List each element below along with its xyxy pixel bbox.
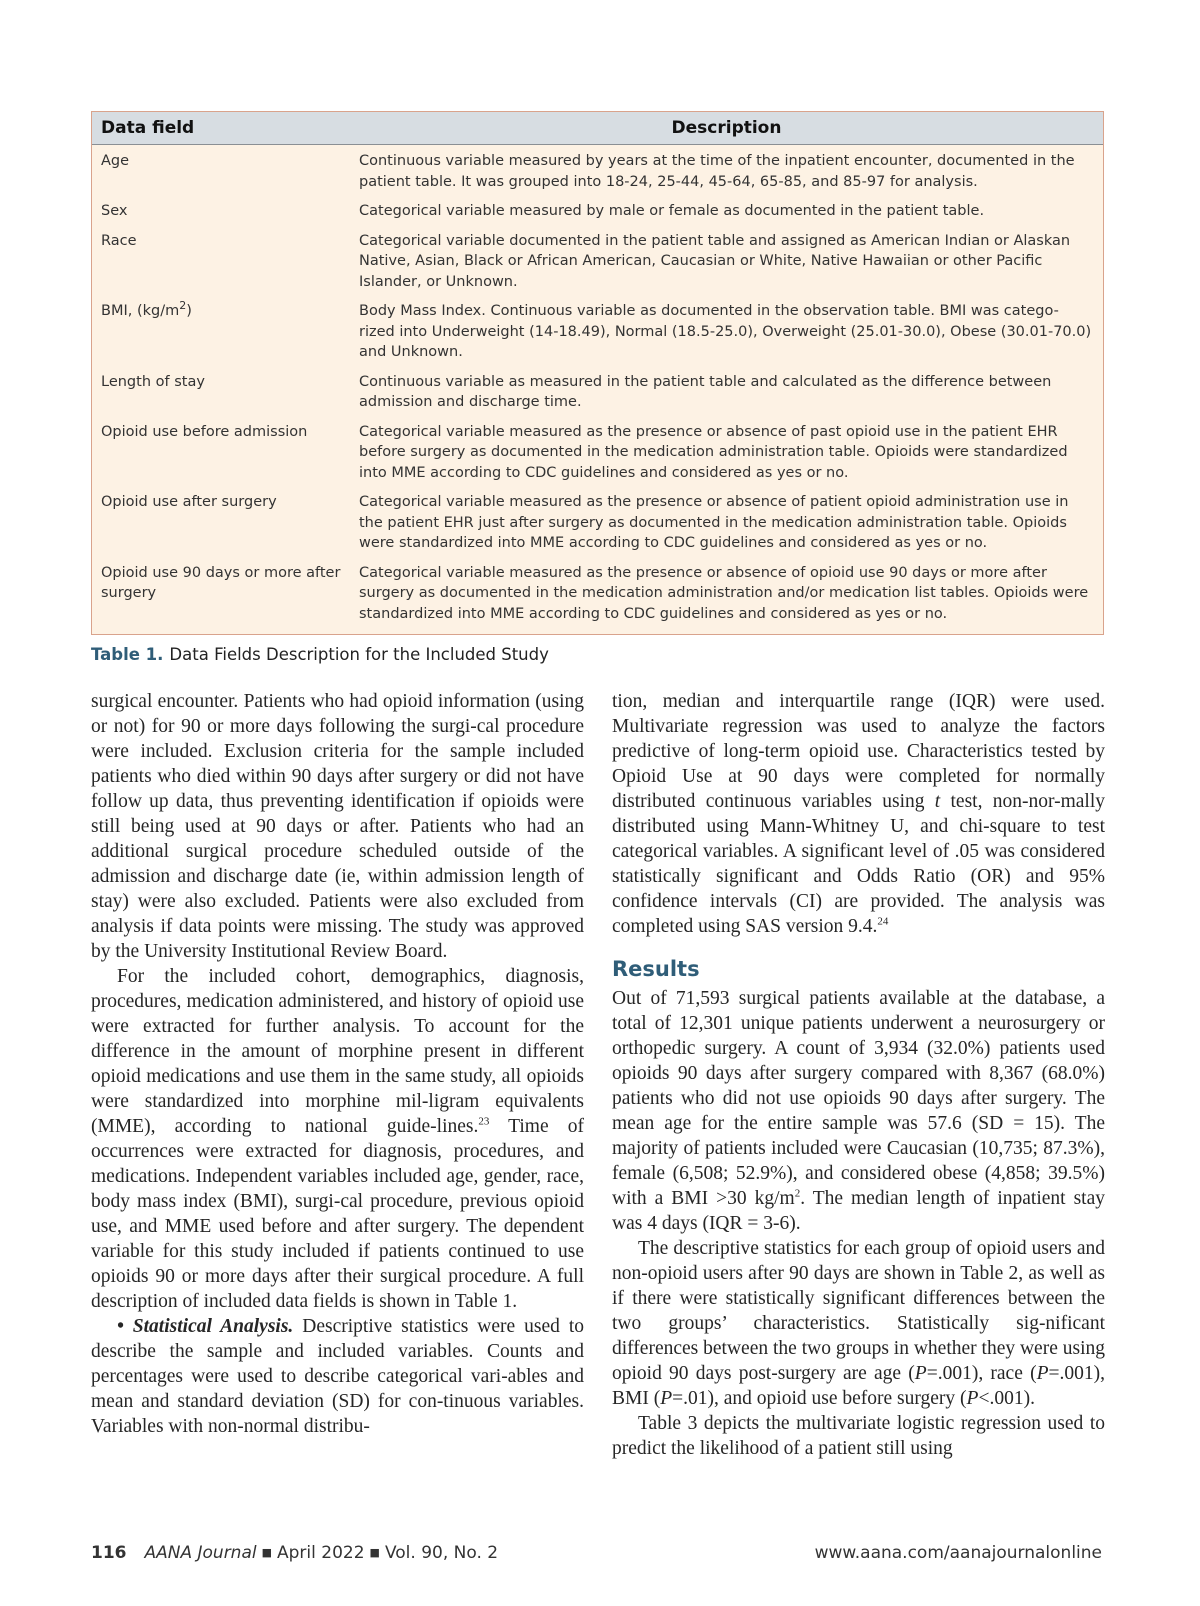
table-row bbox=[92, 559, 1103, 635]
table-row bbox=[92, 145, 1103, 198]
row-field: Opioid use 90 days or more after surgery bbox=[101, 564, 341, 601]
header-data-field: Data field bbox=[92, 112, 350, 145]
table-header-row bbox=[92, 112, 1103, 145]
italic-p: P bbox=[914, 1363, 927, 1384]
results-heading: Results bbox=[612, 957, 700, 981]
text-run: <.001). bbox=[978, 1388, 1035, 1409]
text-run: . The median length of inpatient stay was 4 days (IQR = 3-6). bbox=[612, 1188, 1105, 1234]
row-field bbox=[92, 297, 350, 368]
text-run: test, non-nor-mally distributed using Mann-Whitney U, and chi-square to test categorical variables. A significant level of .05 was considered statistically significant and Odds Ratio (OR) and 95% confidence intervals (CI) are provided. The analysis was completed using SAS version 9.4. bbox=[612, 791, 1105, 937]
text-run: Time of occurrences were extracted for diagnosis, procedures, and medications. Independent variables included age, gender, race, body mass index (BMI), surgi-cal procedure, previous opioid use, and MME used before and after surgery. The dependent variable for this study included if patients continued to use opioids 90 or more days after their surgical procedure. A full description of included data fields is shown in Table 1. bbox=[91, 1116, 584, 1312]
text-run: Out of 71,593 surgical patients available at the database, a total of 12,301 unique patients underwent a neurosurgery or orthopedic surgery. A count of 3,934 (32.0%) patients used opioids 90 days after surgery compared with 8,367 (68.0%) patients who did not use opioids 90 days after surgery. The mean age for the entire sample was 57.6 (SD = 15). The majority of patients included were Caucasian (10,735; 87.3%), female (6,508; 52.9%), and considered obese (4,858; 39.5%) with a BMI >30 kg/m bbox=[612, 988, 1105, 1209]
table-caption bbox=[91, 645, 549, 664]
table-row bbox=[92, 418, 1103, 489]
left-column bbox=[91, 689, 584, 1439]
italic-p: P bbox=[660, 1388, 673, 1409]
row-description: Categorical variable measured as the presence or absence of patient opioid administration use in the patient EHR just after surgery as documented in the medication administration table. Opioids were standardized into MME according to CDC guidelines and considered as yes or no. bbox=[359, 494, 1069, 551]
paragraph bbox=[91, 1314, 584, 1439]
paragraph bbox=[612, 986, 1105, 1236]
table-row bbox=[92, 197, 1103, 227]
text-run: =.001), BMI ( bbox=[612, 1363, 1105, 1409]
issue-date: April 2022 bbox=[277, 1543, 365, 1563]
row-description: Continuous variable as measured in the patient table and calculated as the difference between admission and discharge time. bbox=[359, 373, 1052, 410]
paragraph: Table 3 depicts the multivariate logistic regression used to predict the likelihood of a patient still using bbox=[612, 1413, 1105, 1459]
row-description: Categorical variable documented in the patient table and assigned as American Indian or Alaskan Native, Asian, Black or African American, Caucasian or White, Native Hawaiian or other Pacific Islander, or Unknown. bbox=[359, 232, 1071, 290]
row-field: Race bbox=[101, 232, 137, 249]
row-description: Categorical variable measured as the presence or absence of past opioid use in the patient EHR before surgery as documented in the medication administration table. Opioids were standardized into MME according to CDC guidelines and considered as yes or no. bbox=[359, 423, 1068, 481]
text-run: =.001), race ( bbox=[926, 1363, 1037, 1384]
header-description: Description bbox=[350, 112, 1103, 145]
paragraph bbox=[612, 689, 1105, 939]
paragraph: surgical encounter. Patients who had opioid information (using or not) for 90 or more days following the surgi-cal procedure were included. Exclusion criteria for the sample included patients who died within 90 days after surgery or did not have follow up data, thus preventing identification if opioids were still being used at 90 days or after. Patients who had an additional surgical procedure scheduled outside of the admission and discharge date (ie, within admission length of stay) were also excluded. Patients were also excluded from analysis if data points were missing. The study was approved by the University Institutional Review Board. bbox=[91, 691, 584, 962]
text-run: =.01), and opioid use before surgery ( bbox=[672, 1388, 967, 1409]
row-field: Length of stay bbox=[101, 373, 205, 390]
bmi-suffix: ) bbox=[186, 303, 192, 319]
table-row bbox=[92, 227, 1103, 298]
separator-square-icon: ■ bbox=[369, 1546, 380, 1559]
paragraph bbox=[91, 964, 584, 1314]
italic-p: P bbox=[1036, 1363, 1049, 1384]
row-field: Opioid use after surgery bbox=[101, 494, 277, 510]
journal-name: AANA Journal bbox=[144, 1543, 257, 1563]
row-description: Continuous variable measured by years at the time of the inpatient encounter, documented in the patient table. It was grouped into 18-24, 25-44, 45-64, 65-85, and 85-97 for analysis. bbox=[359, 153, 1075, 190]
text-run: The descriptive statistics for each group of opioid users and non-opioid users after 90 days are shown in Table 2, as well as if there were statistically significant differences between the two groups’ characteristics. Statistically sig-nificant differences between the two groups in whether they were using opioid 90 days post-surgery are age ( bbox=[612, 1238, 1105, 1384]
subsection-heading: • Statistical Analysis. bbox=[117, 1316, 294, 1337]
table-row bbox=[92, 488, 1103, 559]
text-run: Descriptive statistics were used to describe the sample and included variables. Counts and percentages were used to describe categorical vari-ables and mean and standard deviation (SD) for con-tinuous variables. Variables with non-normal distribu- bbox=[91, 1316, 584, 1437]
bmi-sup: 2 bbox=[179, 299, 187, 313]
table-row bbox=[92, 368, 1103, 418]
data-fields-table bbox=[92, 112, 1103, 634]
right-column bbox=[612, 689, 1105, 1461]
page-footer bbox=[91, 1543, 1102, 1563]
journal-website: www.aana.com/aanajournalonline bbox=[814, 1543, 1102, 1563]
italic-p: P bbox=[966, 1388, 979, 1409]
row-description: Categorical variable measured by male or female as documented in the patient table. bbox=[359, 203, 985, 219]
row-field: Opioid use before admission bbox=[101, 423, 308, 440]
bmi-prefix: BMI, (kg/m bbox=[101, 303, 180, 319]
table-row bbox=[92, 297, 1103, 368]
citation-sup: 23 bbox=[478, 1115, 490, 1128]
row-description: Categorical variable measured as the presence or absence of opioid use 90 days or more after surgery as documented in the medication administration and/or medication list tables. Opioids were standardized into MME according to CDC guidelines and considered as yes or no. bbox=[359, 564, 1089, 622]
page-number: 116 bbox=[91, 1543, 127, 1563]
paragraph bbox=[612, 1236, 1105, 1411]
row-description: Body Mass Index. Continuous variable as documented in the observation table. BMI was catego-rized into Underweight (14-18.49), Normal (18.5-25.0), Overweight (25.01-30.0), Obese (30.01-70.0) and Unknown. bbox=[359, 303, 1092, 360]
table-1 bbox=[91, 111, 1104, 635]
superscript: 2 bbox=[794, 1187, 801, 1200]
citation-sup: 24 bbox=[877, 915, 889, 928]
italic-t: t bbox=[934, 791, 941, 812]
caption-text: Data Fields Description for the Included Study bbox=[169, 645, 549, 664]
row-field: Age bbox=[101, 153, 130, 169]
volume-info: Vol. 90, No. 2 bbox=[384, 1543, 499, 1563]
row-field: Sex bbox=[101, 203, 128, 219]
separator-square-icon: ■ bbox=[261, 1546, 273, 1559]
caption-label: Table 1. bbox=[91, 645, 164, 664]
text-run: tion, median and interquartile range (IQR) were used. Multivariate regression was used to analyze the factors predictive of long-term opioid use. Characteristics tested by Opioid Use at 90 days were completed for normally distributed continuous variables using bbox=[612, 691, 1105, 812]
text-run: For the included cohort, demographics, diagnosis, procedures, medication administered, and history of opioid use were extracted for further analysis. To account for the difference in the amount of morphine present in different opioid medications and use them in the same study, all opioids were standardized into morphine mil-ligram equivalents (MME), according to national guide-lines. bbox=[91, 966, 584, 1137]
